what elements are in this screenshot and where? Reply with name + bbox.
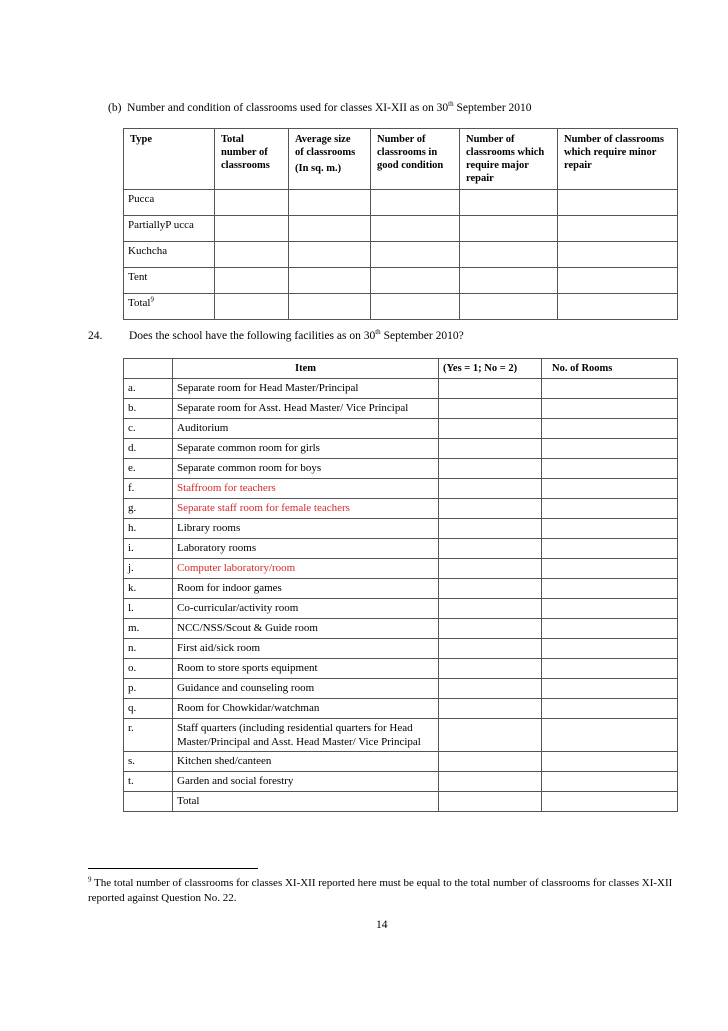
footnote bbox=[88, 876, 688, 906]
facilities-table bbox=[123, 358, 678, 812]
facility-code: c. bbox=[124, 419, 173, 439]
facility-yes-no-cell[interactable] bbox=[439, 772, 542, 792]
classroom-type-label: Total$^9$ bbox=[124, 294, 215, 320]
classroom-type-label: PartiallyP ucca bbox=[124, 216, 215, 242]
classroom-input-cell[interactable] bbox=[558, 216, 678, 242]
classroom-input-cell[interactable] bbox=[289, 268, 371, 294]
facility-row bbox=[124, 559, 678, 579]
header-no-of-rooms: No. of Rooms bbox=[542, 359, 678, 379]
facility-yes-no-cell[interactable] bbox=[439, 439, 542, 459]
classroom-input-cell[interactable] bbox=[289, 294, 371, 320]
classroom-input-cell[interactable] bbox=[289, 216, 371, 242]
classroom-row bbox=[124, 242, 678, 268]
classroom-input-cell[interactable] bbox=[289, 242, 371, 268]
facility-code: j. bbox=[124, 559, 173, 579]
classroom-row bbox=[124, 294, 678, 320]
facility-item: Garden and social forestry bbox=[173, 772, 439, 792]
classroom-input-cell[interactable] bbox=[460, 190, 558, 216]
header-code bbox=[124, 359, 173, 379]
classroom-row bbox=[124, 268, 678, 294]
facility-row bbox=[124, 772, 678, 792]
classroom-input-cell[interactable] bbox=[215, 268, 289, 294]
facility-row bbox=[124, 439, 678, 459]
facility-rooms-cell[interactable] bbox=[542, 459, 678, 479]
section-b-title: Number and condition of classrooms used for classes XI-XII as on 30th September 2010 bbox=[127, 100, 532, 114]
facility-row bbox=[124, 699, 678, 719]
facility-item: Staff quarters (including residential quarters for Head Master/Principal and Asst. Head Master/ Vice Principal bbox=[173, 719, 439, 752]
facility-row bbox=[124, 459, 678, 479]
facility-code: l. bbox=[124, 599, 173, 619]
facility-row bbox=[124, 379, 678, 399]
facility-yes-no-cell[interactable] bbox=[439, 752, 542, 772]
facility-code: t. bbox=[124, 772, 173, 792]
facility-row bbox=[124, 679, 678, 699]
facility-rooms-cell[interactable] bbox=[542, 752, 678, 772]
facility-yes-no-cell[interactable] bbox=[439, 519, 542, 539]
facility-yes-no-cell[interactable] bbox=[439, 539, 542, 559]
classroom-input-cell[interactable] bbox=[371, 190, 460, 216]
classroom-input-cell[interactable] bbox=[558, 268, 678, 294]
facility-code: k. bbox=[124, 579, 173, 599]
header-good-condition: Number of classrooms in good condition bbox=[371, 129, 460, 190]
section-b-prefix: (b) bbox=[108, 102, 122, 114]
facility-code: f. bbox=[124, 479, 173, 499]
facility-yes-no-cell[interactable] bbox=[439, 719, 542, 752]
facility-code: q. bbox=[124, 699, 173, 719]
facility-rooms-cell[interactable] bbox=[542, 559, 678, 579]
facility-rooms-cell[interactable] bbox=[542, 719, 678, 752]
facility-code: e. bbox=[124, 459, 173, 479]
facility-rooms-cell[interactable] bbox=[542, 399, 678, 419]
classroom-input-cell[interactable] bbox=[558, 190, 678, 216]
facility-rooms-cell[interactable] bbox=[542, 519, 678, 539]
facility-item: Separate staff room for female teachers bbox=[173, 499, 439, 519]
facility-yes-no-cell[interactable] bbox=[439, 379, 542, 399]
facility-row bbox=[124, 639, 678, 659]
facility-row bbox=[124, 419, 678, 439]
question-text: Does the school have the following facilities as on 30th September 2010? bbox=[129, 328, 464, 342]
classroom-input-cell[interactable] bbox=[371, 294, 460, 320]
classroom-input-cell[interactable] bbox=[215, 242, 289, 268]
facility-item: Total bbox=[173, 792, 439, 812]
facility-yes-no-cell[interactable] bbox=[439, 499, 542, 519]
facility-item: Guidance and counseling room bbox=[173, 679, 439, 699]
facility-row bbox=[124, 719, 678, 752]
classroom-input-cell[interactable] bbox=[371, 242, 460, 268]
classroom-table-header bbox=[124, 129, 678, 190]
header-minor-repair: Number of classrooms which require minor repair bbox=[558, 129, 678, 190]
facility-row bbox=[124, 499, 678, 519]
facility-yes-no-cell[interactable] bbox=[439, 619, 542, 639]
facility-row bbox=[124, 619, 678, 639]
facility-code bbox=[124, 792, 173, 812]
facility-rooms-cell[interactable] bbox=[542, 792, 678, 812]
footnote-text: The total number of classrooms for classes XI-XII reported here must be equal to the total number of classrooms for classes XI-XII reported against Question No. 22. bbox=[88, 877, 673, 904]
header-yes-no: (Yes = 1; No = 2) bbox=[439, 359, 542, 379]
facility-rooms-cell[interactable] bbox=[542, 659, 678, 679]
classroom-condition-table bbox=[123, 128, 678, 320]
question-number: 24. bbox=[88, 330, 103, 342]
header-major-repair: Number of classrooms which require major repair bbox=[460, 129, 558, 190]
facility-code: r. bbox=[124, 719, 173, 752]
classroom-input-cell[interactable] bbox=[558, 242, 678, 268]
header-type: Type bbox=[124, 129, 215, 190]
facility-rooms-cell[interactable] bbox=[542, 679, 678, 699]
facility-rooms-cell[interactable] bbox=[542, 499, 678, 519]
facility-yes-no-cell[interactable] bbox=[439, 639, 542, 659]
facility-rooms-cell[interactable] bbox=[542, 699, 678, 719]
header-item: Item bbox=[173, 359, 439, 379]
classroom-input-cell[interactable] bbox=[558, 294, 678, 320]
facility-rooms-cell[interactable] bbox=[542, 419, 678, 439]
facility-item: Co-curricular/activity room bbox=[173, 599, 439, 619]
header-average-size: Average size of classrooms (In sq. m.) bbox=[289, 129, 371, 190]
facility-row bbox=[124, 539, 678, 559]
facility-yes-no-cell[interactable] bbox=[439, 699, 542, 719]
footnote-mark: 9 bbox=[88, 875, 92, 884]
facility-yes-no-cell[interactable] bbox=[439, 419, 542, 439]
facility-yes-no-cell[interactable] bbox=[439, 479, 542, 499]
facility-row bbox=[124, 399, 678, 419]
facility-item: Laboratory rooms bbox=[173, 539, 439, 559]
facility-code: g. bbox=[124, 499, 173, 519]
facility-rooms-cell[interactable] bbox=[542, 439, 678, 459]
classroom-input-cell[interactable] bbox=[460, 216, 558, 242]
facility-row bbox=[124, 659, 678, 679]
classroom-input-cell[interactable] bbox=[215, 216, 289, 242]
facility-rooms-cell[interactable] bbox=[542, 479, 678, 499]
classroom-type-label: Pucca bbox=[124, 190, 215, 216]
classroom-input-cell[interactable] bbox=[460, 268, 558, 294]
classroom-input-cell[interactable] bbox=[460, 294, 558, 320]
question-24 bbox=[88, 330, 688, 342]
classroom-type-label: Kuchcha bbox=[124, 242, 215, 268]
footnote-divider bbox=[88, 868, 258, 869]
classroom-type-label: Tent bbox=[124, 268, 215, 294]
facility-code: p. bbox=[124, 679, 173, 699]
facility-code: m. bbox=[124, 619, 173, 639]
facility-item: NCC/NSS/Scout & Guide room bbox=[173, 619, 439, 639]
facility-item: Separate common room for boys bbox=[173, 459, 439, 479]
facility-yes-no-cell[interactable] bbox=[439, 679, 542, 699]
classroom-row bbox=[124, 216, 678, 242]
classroom-input-cell[interactable] bbox=[289, 190, 371, 216]
facility-rooms-cell[interactable] bbox=[542, 619, 678, 639]
facility-row bbox=[124, 599, 678, 619]
classroom-input-cell[interactable] bbox=[215, 190, 289, 216]
facility-item: Room to store sports equipment bbox=[173, 659, 439, 679]
facility-rooms-cell[interactable] bbox=[542, 599, 678, 619]
classroom-input-cell[interactable] bbox=[460, 242, 558, 268]
facility-item: Computer laboratory/room bbox=[173, 559, 439, 579]
facility-yes-no-cell[interactable] bbox=[439, 399, 542, 419]
facility-code: h. bbox=[124, 519, 173, 539]
facility-item: Separate room for Asst. Head Master/ Vice Principal bbox=[173, 399, 439, 419]
header-total-classrooms: Total number of classrooms bbox=[215, 129, 289, 190]
facility-code: s. bbox=[124, 752, 173, 772]
facility-item: Library rooms bbox=[173, 519, 439, 539]
facility-code: d. bbox=[124, 439, 173, 459]
facility-code: o. bbox=[124, 659, 173, 679]
classroom-input-cell[interactable] bbox=[371, 216, 460, 242]
classroom-input-cell[interactable] bbox=[371, 268, 460, 294]
facility-item: Kitchen shed/canteen bbox=[173, 752, 439, 772]
facility-row bbox=[124, 752, 678, 772]
facility-item: Separate common room for girls bbox=[173, 439, 439, 459]
facility-rooms-cell[interactable] bbox=[542, 539, 678, 559]
facility-code: b. bbox=[124, 399, 173, 419]
facility-rooms-cell[interactable] bbox=[542, 579, 678, 599]
facility-code: n. bbox=[124, 639, 173, 659]
facility-row bbox=[124, 479, 678, 499]
facilities-table-header bbox=[124, 359, 678, 379]
facility-item: First aid/sick room bbox=[173, 639, 439, 659]
facility-yes-no-cell[interactable] bbox=[439, 559, 542, 579]
facility-item: Separate room for Head Master/Principal bbox=[173, 379, 439, 399]
facility-row bbox=[124, 792, 678, 812]
facility-item: Auditorium bbox=[173, 419, 439, 439]
facility-yes-no-cell[interactable] bbox=[439, 579, 542, 599]
facility-yes-no-cell[interactable] bbox=[439, 792, 542, 812]
facility-rooms-cell[interactable] bbox=[542, 772, 678, 792]
facility-item: Room for indoor games bbox=[173, 579, 439, 599]
facility-code: i. bbox=[124, 539, 173, 559]
page-number: 14 bbox=[376, 919, 388, 931]
section-b-heading bbox=[108, 102, 532, 114]
facility-rooms-cell[interactable] bbox=[542, 639, 678, 659]
facility-item: Staffroom for teachers bbox=[173, 479, 439, 499]
facility-item: Room for Chowkidar/watchman bbox=[173, 699, 439, 719]
facility-row bbox=[124, 519, 678, 539]
facility-code: a. bbox=[124, 379, 173, 399]
classroom-input-cell[interactable] bbox=[215, 294, 289, 320]
facility-yes-no-cell[interactable] bbox=[439, 459, 542, 479]
classroom-row bbox=[124, 190, 678, 216]
facility-yes-no-cell[interactable] bbox=[439, 659, 542, 679]
facility-row bbox=[124, 579, 678, 599]
facility-yes-no-cell[interactable] bbox=[439, 599, 542, 619]
facility-rooms-cell[interactable] bbox=[542, 379, 678, 399]
